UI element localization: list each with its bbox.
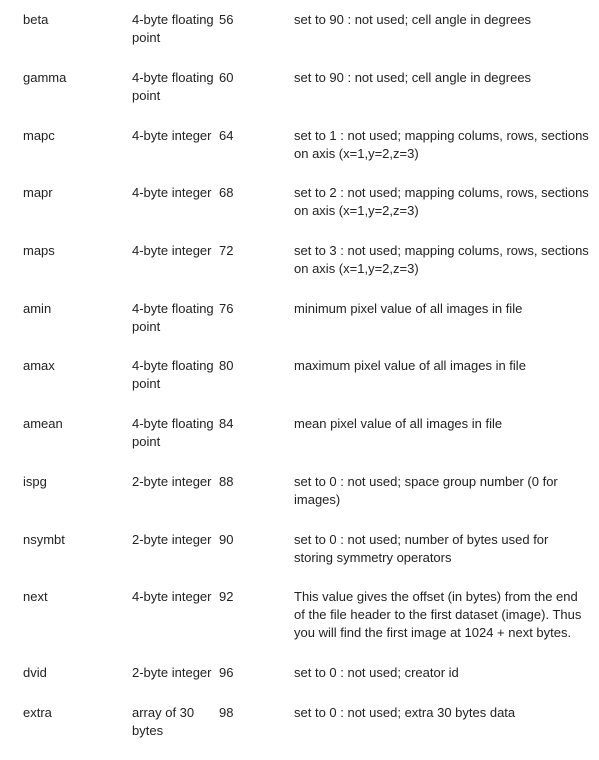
field-description: set to 1 : not used; mapping colums, rows, sections on axis (x=1,y=2,z=3) — [294, 128, 589, 161]
field-offset: 92 — [219, 589, 234, 604]
field-type: 4-byte integer — [132, 128, 212, 143]
field-type: 2-byte integer — [132, 474, 212, 489]
field-type: 4-byte floating point — [132, 12, 214, 45]
field-type: 4-byte integer — [132, 243, 212, 258]
field-name: dvid — [23, 665, 47, 680]
field-offset: 56 — [219, 12, 234, 27]
field-offset: 84 — [219, 416, 234, 431]
field-description: set to 90 : not used; cell angle in degrees — [294, 70, 532, 85]
field-offset: 68 — [219, 185, 234, 200]
field-description: set to 2 : not used; mapping colums, rows, sections on axis (x=1,y=2,z=3) — [294, 185, 589, 218]
field-offset: 98 — [219, 705, 234, 720]
field-description: set to 0 : not used; number of bytes used for storing symmetry operators — [294, 532, 549, 565]
field-name: nsymbt — [23, 532, 65, 547]
field-description: mean pixel value of all images in file — [294, 416, 503, 431]
field-description: set to 90 : not used; cell angle in degrees — [294, 12, 532, 27]
field-offset: 76 — [219, 301, 234, 316]
field-type: 4-byte floating point — [132, 301, 214, 334]
field-offset: 60 — [219, 70, 234, 85]
field-description: This value gives the offset (in bytes) from the end of the file header to the first dataset (image). Thus you will find the first image at 1024 + next bytes. — [294, 589, 582, 640]
field-description: set to 0 : not used; space group number (0 for images) — [294, 474, 558, 507]
field-description: set to 0 : not used; creator id — [294, 665, 459, 680]
field-name: ispg — [23, 474, 47, 489]
field-offset: 90 — [219, 532, 234, 547]
field-offset: 64 — [219, 128, 234, 143]
field-type: 2-byte integer — [132, 532, 212, 547]
field-name: next — [23, 589, 48, 604]
field-type: 4-byte integer — [132, 185, 212, 200]
field-description: maximum pixel value of all images in file — [294, 358, 526, 373]
field-name: amean — [23, 416, 63, 431]
field-offset: 88 — [219, 474, 234, 489]
field-name: extra — [23, 705, 52, 720]
field-type: 4-byte integer — [132, 589, 212, 604]
field-type: 4-byte floating point — [132, 70, 214, 103]
field-offset: 80 — [219, 358, 234, 373]
field-offset: 96 — [219, 665, 234, 680]
field-name: gamma — [23, 70, 67, 85]
field-name: mapc — [23, 128, 55, 143]
field-description: set to 3 : not used; mapping colums, rows, sections on axis (x=1,y=2,z=3) — [294, 243, 589, 276]
field-name: amax — [23, 358, 55, 373]
field-description: set to 0 : not used; extra 30 bytes data — [294, 705, 516, 720]
field-type: 2-byte integer — [132, 665, 212, 680]
field-offset: 72 — [219, 243, 234, 258]
field-name: maps — [23, 243, 55, 258]
field-type: 4-byte floating point — [132, 416, 214, 449]
field-name: amin — [23, 301, 52, 316]
field-type: 4-byte floating point — [132, 358, 214, 391]
field-name: beta — [23, 12, 49, 27]
field-name: mapr — [23, 185, 53, 200]
field-type: array of 30 bytes — [132, 705, 195, 738]
field-description: minimum pixel value of all images in file — [294, 301, 523, 316]
